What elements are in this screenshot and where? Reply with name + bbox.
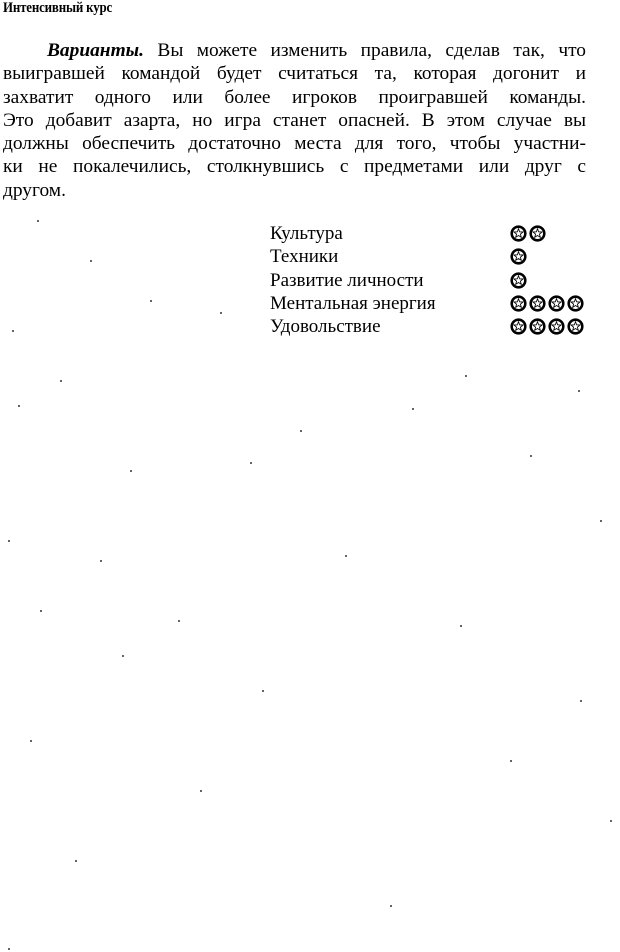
- scan-speck: [460, 625, 462, 627]
- scan-speck: [37, 220, 39, 222]
- rating-label: Удовольствие: [270, 316, 381, 338]
- star-icon: [548, 295, 565, 312]
- scan-speck: [150, 300, 152, 302]
- star-icon: [529, 295, 546, 312]
- star-icon: [567, 318, 584, 335]
- paragraph-line: захватит одного или более игроков проигравшей команды.: [3, 86, 586, 108]
- scan-speck: [530, 455, 532, 457]
- scan-speck: [300, 430, 302, 432]
- paragraph-line-text: Вы можете изменить правила, сделав так, что: [157, 40, 586, 61]
- variants-paragraph: [3, 39, 586, 202]
- scan-speck: [18, 405, 20, 407]
- scan-speck: [100, 560, 102, 562]
- variants-lead: Варианты.: [47, 40, 144, 61]
- paragraph-line: другом.: [3, 179, 66, 201]
- scan-speck: [220, 312, 222, 314]
- rating-row-personal-growth: [270, 269, 590, 292]
- star-icon: [510, 248, 527, 265]
- paragraph-line: [3, 39, 586, 62]
- paragraph-line: должны обеспечить достаточно места для того, чтобы участни-: [3, 133, 586, 155]
- star-icon: [567, 295, 584, 312]
- scan-speck: [465, 375, 467, 377]
- star-icon: [510, 272, 527, 289]
- scan-speck: [600, 520, 602, 522]
- rating-stars: [510, 248, 527, 266]
- scan-speck: [250, 462, 252, 464]
- running-head: Интенсивный курс: [3, 0, 113, 16]
- star-icon: [548, 318, 565, 335]
- paragraph-line: выигравшей командой будет считаться та, которая догонит и: [3, 63, 586, 85]
- star-icon: [510, 318, 527, 335]
- scan-speck: [130, 470, 132, 472]
- rating-stars: [510, 295, 584, 313]
- rating-table: [270, 222, 590, 338]
- scan-speck: [8, 948, 10, 950]
- rating-stars: [510, 225, 546, 243]
- star-icon: [510, 295, 527, 312]
- scan-speck: [578, 390, 580, 392]
- rating-stars: [510, 272, 527, 290]
- paragraph-line: ки не покалечились, столкнувшись с предметами или друг с: [3, 156, 586, 178]
- scan-speck: [345, 555, 347, 557]
- scan-speck: [12, 330, 14, 332]
- paragraph-line: Это добавит азарта, но игра станет опасней. В этом случае вы: [3, 109, 586, 131]
- scan-speck: [8, 540, 10, 542]
- rating-row-culture: [270, 222, 590, 245]
- star-icon: [510, 225, 527, 242]
- scan-speck: [122, 655, 124, 657]
- scan-speck: [178, 620, 180, 622]
- scan-speck: [75, 860, 77, 862]
- rating-label: Развитие личности: [270, 269, 424, 291]
- scan-speck: [200, 790, 202, 792]
- scan-speck: [40, 610, 42, 612]
- scan-speck: [90, 260, 92, 262]
- scan-speck: [60, 380, 62, 382]
- scan-speck: [390, 905, 392, 907]
- rating-label: Ментальная энергия: [270, 292, 436, 314]
- scan-speck: [412, 408, 414, 410]
- star-icon: [529, 225, 546, 242]
- rating-row-mental-energy: [270, 292, 590, 315]
- scan-speck: [30, 740, 32, 742]
- rating-stars: [510, 318, 584, 336]
- scan-speck: [262, 690, 264, 692]
- star-icon: [529, 318, 546, 335]
- rating-row-techniques: [270, 245, 590, 268]
- scan-speck: [580, 700, 582, 702]
- rating-label: Техники: [270, 246, 339, 268]
- scan-speck: [510, 760, 512, 762]
- scan-speck: [610, 820, 612, 822]
- rating-row-pleasure: [270, 315, 590, 338]
- rating-label: Культура: [270, 223, 343, 244]
